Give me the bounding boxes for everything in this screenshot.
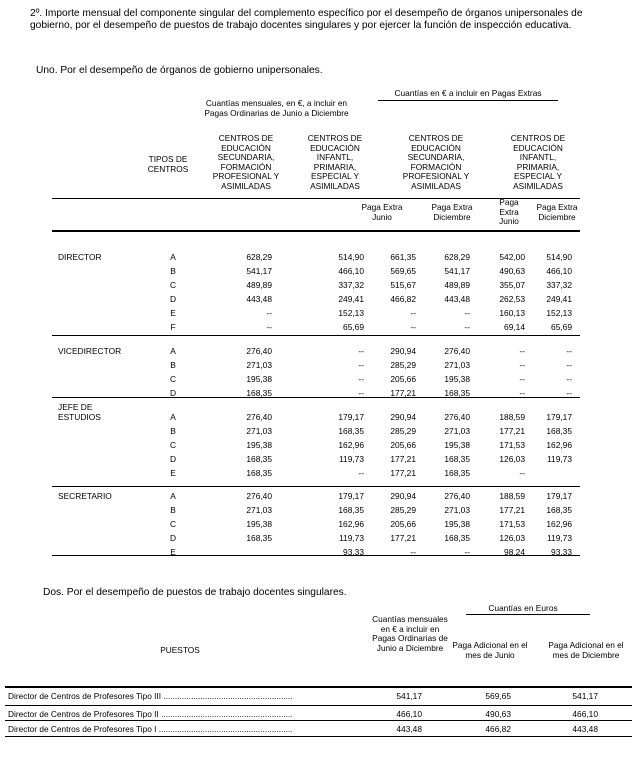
amount-cell: 177,21 [390, 533, 416, 543]
amount-cell: 65,69 [551, 322, 572, 332]
amount-cell: 160,13 [499, 308, 525, 318]
intro-paragraph: 2º. Importe mensual del componente singular del complemento específico por el desempeño de órganos unipersonales de gobierno, por el desempeño de puestos de trabajo docentes singulares y por ejercer la función de inspección educativa. [30, 8, 583, 31]
amount-cell: 162,96 [546, 440, 572, 450]
amount-cell: -- [464, 322, 470, 332]
amount-cell: 628,29 [444, 252, 470, 262]
amount-cell: 98,24 [504, 547, 525, 557]
amount-cell: 168,35 [246, 388, 272, 398]
centro-type-cell: A [170, 346, 176, 356]
amount-cell: 179,17 [338, 491, 364, 501]
amount-cell: 514,90 [338, 252, 364, 262]
centro-type-cell: A [170, 491, 176, 501]
amount-cell: 177,21 [499, 426, 525, 436]
amount-cell: -- [266, 322, 272, 332]
amount-cell: 168,35 [338, 426, 364, 436]
amount-cell: 168,35 [246, 533, 272, 543]
paga-extra-diciembre-header-2: Paga Extra Diciembre [536, 202, 578, 222]
amount-cell: 69,14 [504, 322, 525, 332]
amount-cell: 290,94 [390, 491, 416, 501]
amount-cell: 262,53 [499, 294, 525, 304]
amount-cell: 195,38 [444, 519, 470, 529]
amount-cell: 168,35 [444, 454, 470, 464]
amount-cell: 152,13 [338, 308, 364, 318]
extras-header-rule [378, 100, 558, 101]
amount-cell: 355,07 [499, 280, 525, 290]
amount-cell: 466,82 [390, 294, 416, 304]
amount-cell: -- [519, 468, 525, 478]
amount-cell: 168,35 [246, 468, 272, 478]
amount-cell: 179,17 [338, 412, 364, 422]
paga-extra-diciembre-header: Paga Extra Diciembre [431, 202, 473, 222]
amount-cell: 337,32 [546, 280, 572, 290]
amount-cell: -- [358, 374, 364, 384]
amount-cell: 490,63 [485, 709, 511, 719]
amount-cell: 276,40 [246, 412, 272, 422]
amount-cell: 276,40 [444, 491, 470, 501]
mensual-header: Cuantías mensuales, en €, a incluir en Pagas Ordinarias de Junio a Diciembre [204, 98, 349, 118]
euros-header: Cuantías en Euros [488, 603, 558, 613]
centro-type-cell: B [170, 360, 176, 370]
group-separator [52, 397, 580, 398]
amount-cell: 466,10 [546, 266, 572, 276]
amount-cell: -- [566, 360, 572, 370]
amount-cell: 177,21 [390, 468, 416, 478]
amount-cell: -- [464, 547, 470, 557]
section-dos-title: Dos. Por el desempeño de puestos de trabajo docentes singulares. [43, 587, 347, 598]
centro-type-cell: E [170, 547, 176, 557]
amount-cell: 205,66 [390, 374, 416, 384]
extra-infantil-header: CENTROS DE EDUCACIÓN INFANTL, PRIMARIA, ESPECIAL Y ASIMILADAS [510, 133, 566, 191]
amount-cell: 171,53 [499, 440, 525, 450]
amount-cell: 569,65 [485, 691, 511, 701]
secundaria-header: CENTROS DE EDUCACIÓN SECUNDARIA, FORMACIÓN PROFESIONAL Y ASIMILADAS [212, 133, 280, 191]
group-separator [52, 335, 580, 336]
amount-cell: 168,35 [246, 454, 272, 464]
amount-cell: 188,59 [499, 491, 525, 501]
amount-cell: 628,29 [246, 252, 272, 262]
amount-cell: 443,48 [444, 294, 470, 304]
centro-type-cell: C [169, 519, 177, 529]
amount-cell: 541,17 [572, 691, 598, 701]
amount-cell: 179,17 [546, 491, 572, 501]
amount-cell: 195,38 [444, 440, 470, 450]
amount-cell: 271,03 [246, 505, 272, 515]
amount-cell: 177,21 [390, 388, 416, 398]
amount-cell: -- [464, 308, 470, 318]
amount-cell: 489,89 [444, 280, 470, 290]
euros-header-rule [466, 614, 590, 615]
amount-cell: 119,73 [547, 454, 572, 464]
amount-cell: 271,03 [246, 426, 272, 436]
extras-header: Cuantías en € a incluir en Pagas Extras [394, 88, 542, 98]
amount-cell: -- [519, 360, 525, 370]
amount-cell: 276,40 [444, 346, 470, 356]
centro-type-cell: C [169, 280, 177, 290]
centro-type-cell: B [170, 426, 176, 436]
amount-cell: 119,73 [547, 533, 572, 543]
amount-cell: 162,96 [338, 440, 364, 450]
amount-cell: 179,17 [546, 412, 572, 422]
centro-type-cell: A [170, 412, 176, 422]
amount-cell: -- [566, 374, 572, 384]
paga-extra-junio-header-2: Paga Extra Junio [499, 197, 519, 227]
amount-cell: 188,59 [499, 412, 525, 422]
amount-cell: -- [519, 388, 525, 398]
amount-cell: 162,96 [338, 519, 364, 529]
amount-cell: 443,48 [572, 724, 598, 734]
amount-cell: -- [358, 346, 364, 356]
centro-type-cell: E [170, 308, 176, 318]
centro-type-cell: B [170, 266, 176, 276]
amount-cell: 466,10 [396, 709, 422, 719]
centro-type-cell: D [169, 388, 177, 398]
amount-cell: 249,41 [546, 294, 572, 304]
amount-cell: 205,66 [390, 440, 416, 450]
amount-cell: -- [519, 346, 525, 356]
paga-extra-junio-header: Paga Extra Junio [361, 202, 403, 222]
amount-cell: 271,03 [444, 360, 470, 370]
amount-cell: 168,35 [444, 533, 470, 543]
puesto-label: Director de Centros de Profesores Tipo I .......................................................... [8, 724, 293, 734]
amount-cell: 271,03 [444, 505, 470, 515]
group-name: SECRETARIO [58, 491, 112, 501]
amount-cell: 126,03 [499, 533, 525, 543]
amount-cell: 541,17 [396, 691, 422, 701]
puestos-header: PUESTOS [160, 645, 200, 655]
puesto-label: Director de Centros de Profesores Tipo II ......................................................... [8, 709, 293, 719]
amount-cell: 661,35 [390, 252, 416, 262]
amount-cell: 276,40 [444, 412, 470, 422]
amount-cell: 195,38 [444, 374, 470, 384]
centro-type-cell: D [169, 533, 177, 543]
amount-cell: 168,35 [338, 505, 364, 515]
amount-cell: 285,29 [390, 360, 416, 370]
amount-cell: 569,65 [390, 266, 416, 276]
dos-diciembre-header: Paga Adicional en el mes de Diciembre [548, 640, 624, 660]
amount-cell: 541,17 [246, 266, 272, 276]
amount-cell: -- [566, 388, 572, 398]
amount-cell: 285,29 [390, 426, 416, 436]
amount-cell: 290,94 [390, 346, 416, 356]
puesto-label: Director de Centros de Profesores Tipo III ........................................................ [8, 691, 293, 701]
amount-cell: 195,38 [246, 374, 272, 384]
amount-cell: 285,29 [390, 505, 416, 515]
amount-cell: 276,40 [246, 346, 272, 356]
row-rule [5, 705, 632, 706]
dos-header-rule [5, 686, 632, 688]
amount-cell: -- [519, 374, 525, 384]
row-rule [5, 736, 632, 737]
amount-cell: -- [358, 360, 364, 370]
tipos-header: TIPOS DE CENTROS [147, 154, 189, 174]
amount-cell: 65,69 [343, 322, 364, 332]
amount-cell: 337,32 [338, 280, 364, 290]
group-separator [52, 486, 580, 487]
centro-type-cell: F [170, 322, 176, 332]
dos-mensual-header: Cuantías mensuales en € a incluir en Pagas Ordinarias de Junio a Diciembre [372, 614, 448, 653]
amount-cell: 466,10 [572, 709, 598, 719]
amount-cell: 177,21 [499, 505, 525, 515]
section-uno-title: Uno. Por el desempeño de órganos de gobierno unipersonales. [36, 65, 323, 76]
extra-secundaria-header: CENTROS DE EDUCACIÓN SECUNDARIA, FORMACIÓN PROFESIONAL Y ASIMILADAS [402, 133, 470, 191]
centro-type-cell: B [170, 505, 176, 515]
amount-cell: -- [566, 346, 572, 356]
amount-cell: 514,90 [546, 252, 572, 262]
amount-cell: 205,66 [390, 519, 416, 529]
amount-cell: -- [410, 547, 416, 557]
amount-cell: 119,73 [339, 533, 364, 543]
amount-cell: 249,41 [338, 294, 364, 304]
amount-cell: 177,21 [390, 454, 416, 464]
amount-cell: -- [358, 468, 364, 478]
amount-cell: 119,73 [339, 454, 364, 464]
centro-type-cell: C [169, 440, 177, 450]
amount-cell: 271,03 [246, 360, 272, 370]
amount-cell: 195,38 [246, 440, 272, 450]
amount-cell: 466,82 [485, 724, 511, 734]
amount-cell: 168,35 [444, 388, 470, 398]
amount-cell: 171,53 [499, 519, 525, 529]
amount-cell: 93,33 [551, 547, 572, 557]
amount-cell: 168,35 [546, 505, 572, 515]
centro-type-cell: D [169, 294, 177, 304]
centro-type-cell: D [169, 454, 177, 464]
amount-cell: 466,10 [338, 266, 364, 276]
group-name: VICEDIRECTOR [58, 346, 122, 356]
amount-cell: 93,33 [343, 547, 364, 557]
amount-cell: 152,13 [546, 308, 572, 318]
amount-cell: 276,40 [246, 491, 272, 501]
amount-cell: 515,67 [390, 280, 416, 290]
amount-cell: -- [358, 388, 364, 398]
group-name: DIRECTOR [58, 252, 102, 262]
centro-type-cell: A [170, 252, 176, 262]
row-rule [5, 720, 632, 721]
centro-type-cell: E [170, 468, 176, 478]
amount-cell: 443,48 [396, 724, 422, 734]
amount-cell: 542,00 [499, 252, 525, 262]
centro-type-cell: C [169, 374, 177, 384]
amount-cell: 290,94 [390, 412, 416, 422]
group-separator [52, 555, 580, 556]
amount-cell: 271,03 [444, 426, 470, 436]
amount-cell: 489,89 [246, 280, 272, 290]
amount-cell: -- [410, 322, 416, 332]
amount-cell: 168,35 [546, 426, 572, 436]
amount-cell: 490,63 [499, 266, 525, 276]
amount-cell: -- [266, 308, 272, 318]
amount-cell: 162,96 [546, 519, 572, 529]
amount-cell: 195,38 [246, 519, 272, 529]
amount-cell: 541,17 [444, 266, 470, 276]
infantil-header: CENTROS DE EDUCACIÓN INFANTL, PRIMARIA, ESPECIAL Y ASIMILADAS [307, 133, 363, 191]
amount-cell: -- [410, 308, 416, 318]
amount-cell: 168,35 [444, 468, 470, 478]
group-name: JEFE DE ESTUDIOS [58, 402, 101, 422]
header-bottom-rule [52, 230, 580, 232]
amount-cell: 443,48 [246, 294, 272, 304]
amount-cell: 126,03 [499, 454, 525, 464]
dos-junio-header: Paga Adicional en el mes de Junio [452, 640, 528, 660]
